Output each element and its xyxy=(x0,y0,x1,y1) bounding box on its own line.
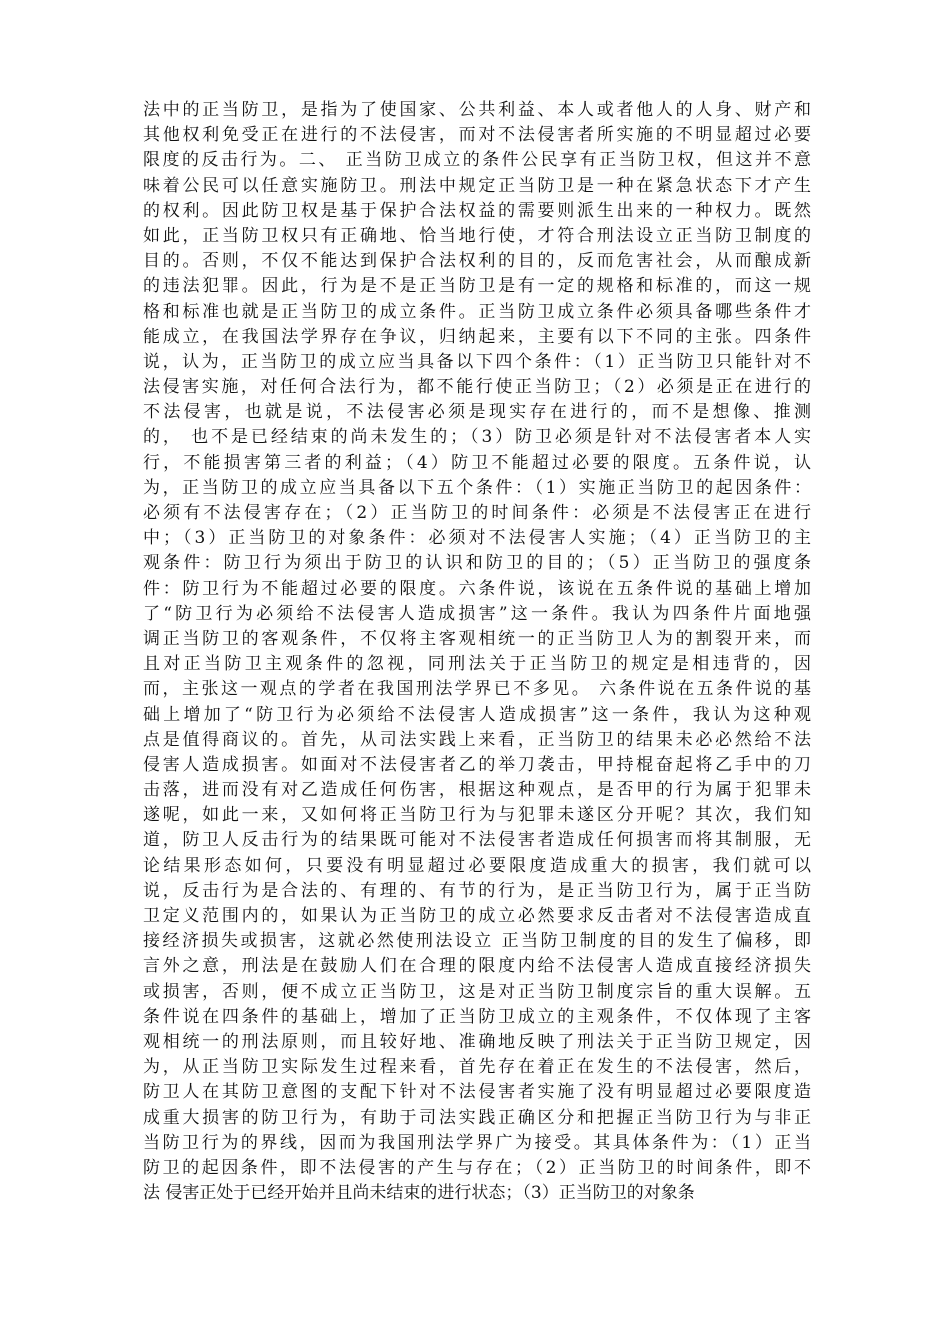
text-line: 为，正当防卫的成立应当具备以下五个条件：（1）实施正当防卫的起因条件： xyxy=(143,477,811,498)
text-line: 侵害人造成损害。如面对不法侵害者乙的举刀袭击，甲持棍奋起将乙手中的刀 xyxy=(143,754,811,775)
text-line: 为，从正当防卫实际发生过程来看，首先存在着正在发生的不法侵害，然后， xyxy=(143,1057,811,1078)
text-line: 而，主张这一观点的学者在我国刑法学界已不多见。 六条件说在五条件说的基 xyxy=(143,679,811,700)
text-line: 必须有不法侵害存在；（2）正当防卫的时间条件：必须是不法侵害正在进行 xyxy=(143,503,811,523)
text-line: 说，反击行为是合法的、有理的、有节的行为，是正当防卫行为，属于正当防 xyxy=(143,880,811,901)
text-line: 遂呢，如此一来，又如何将正当防卫行为与犯罪未遂区分开呢？其次，我们知 xyxy=(143,805,811,826)
text-line: 论结果形态如何，只要没有明显超过必要限度造成重大的损害，我们就可以 xyxy=(143,855,811,876)
text-line: 成重大损害的防卫行为，有助于司法实践正确区分和把握正当防卫行为与非正 xyxy=(143,1107,811,1128)
text-line: 防卫人在其防卫意图的支配下针对不法侵害者实施了没有明显超过必要限度造 xyxy=(143,1082,811,1103)
text-line: 观条件：防卫行为须出于防卫的认识和防卫的目的；（5）正当防卫的强度条 xyxy=(143,553,811,574)
text-line: 接经济损失或损害，这就必然使刑法设立 正当防卫制度的目的发生了偏移，即 xyxy=(143,931,811,952)
text-line: 卫定义范围内的，如果认为正当防卫的成立必然要求反击者对不法侵害造成直 xyxy=(143,906,811,926)
text-line: 格和标准也就是正当防卫的成立条件。正当防卫成立条件必须具备哪些条件才 xyxy=(143,301,811,322)
text-line: 础上增加了“防卫行为必须给不法侵害人造成损害”这一条件，我认为这种观 xyxy=(143,704,811,725)
text-line: 的， 也不是已经结束的尚未发生的；（3）防卫必须是针对不法侵害者本人实 xyxy=(143,427,811,448)
text-line: 点是值得商议的。首先，从司法实践上来看，正当防卫的结果未必必然给不法 xyxy=(143,729,811,750)
text-line: 观相统一的刑法原则，而且较好地、准确地反映了刑法关于正当防卫规定，因 xyxy=(143,1031,811,1052)
text-line: 目的。否则，不仅不能达到保护合法权利的目的，反而危害社会，从而酿成新 xyxy=(143,251,811,272)
text-line: 中；（3）正当防卫的对象条件：必须对不法侵害人实施；（4）正当防卫的主 xyxy=(143,528,811,549)
text-line: 防卫的起因条件，即不法侵害的产生与存在；（2）正当防卫的时间条件，即不 xyxy=(143,1157,811,1178)
text-line: 条件说在四条件的基础上，增加了正当防卫成立的主观条件，不仅体现了主客 xyxy=(143,1006,811,1027)
text-line: 说，认为，正当防卫的成立应当具备以下四个条件：（1）正当防卫只能针对不 xyxy=(143,351,811,372)
text-line: 法中的正当防卫，是指为了使国家、公共利益、本人或者他人的人身、财产和 xyxy=(143,100,811,120)
text-line: 的违法犯罪。因此，行为是不是正当防卫是有一定的规格和标准的，而这一规 xyxy=(143,276,811,297)
text-line: 当防卫行为的界线，因而为我国刑法学界广为接受。其具体条件为：（1）正当 xyxy=(143,1132,811,1153)
document-body xyxy=(143,98,811,1206)
text-line: 不法侵害，也就是说，不法侵害必须是现实存在进行的，而不是想像、推测 xyxy=(143,402,811,423)
text-line: 法侵害实施，对任何合法行为，都不能行使正当防卫；（2）必须是正在进行的 xyxy=(143,377,811,398)
text-line: 限度的反击行为。二、 正当防卫成立的条件公民享有正当防卫权，但这并不意 xyxy=(143,150,811,171)
text-line: 道，防卫人反击行为的结果既可能对不法侵害者造成任何损害而将其制服，无 xyxy=(143,830,811,851)
text-line: 行，不能损害第三者的利益；（4）防卫不能超过必要的限度。五条件说，认 xyxy=(143,452,811,473)
text-line: 或损害，否则，便不成立正当防卫，这是对正当防卫制度宗旨的重大误解。五 xyxy=(143,981,811,1002)
text-line: 了“防卫行为必须给不法侵害人造成损害”这一条件。我认为四条件片面地强 xyxy=(143,603,811,624)
text-line: 法 侵害正处于已经开始并且尚未结束的进行状态；（3）正当防卫的对象条 xyxy=(143,1183,695,1204)
text-line: 其他权利免受正在进行的不法侵害，而对不法侵害者所实施的不明显超过必要 xyxy=(143,125,811,146)
text-line: 言外之意，刑法是在鼓励人们在合理的限度内给不法侵害人造成直接经济损失 xyxy=(143,956,811,977)
text-line: 件：防卫行为不能超过必要的限度。六条件说，该说在五条件说的基础上增加 xyxy=(143,578,811,599)
text-line: 且对正当防卫主观条件的忽视，同刑法关于正当防卫的规定是相违背的，因 xyxy=(143,654,811,675)
text-line: 味着公民可以任意实施防卫。刑法中规定正当防卫是一种在紧急状态下才产生 xyxy=(143,175,811,196)
text-line: 如此，正当防卫权只有正确地、恰当地行使，才符合刑法设立正当防卫制度的 xyxy=(143,225,811,246)
text-line: 调正当防卫的客观条件，不仅将主客观相统一的正当防卫人为的割裂开来，而 xyxy=(143,628,811,649)
text-line: 击落，进而没有对乙造成任何伤害，根据这种观点，是否甲的行为属于犯罪未 xyxy=(143,780,811,801)
text-line: 的权利。因此防卫权是基于保护合法权益的需要则派生出来的一种权力。既然 xyxy=(143,200,811,221)
text-line: 能成立，在我国法学界存在争议，归纳起来，主要有以下不同的主张。四条件 xyxy=(143,326,811,347)
